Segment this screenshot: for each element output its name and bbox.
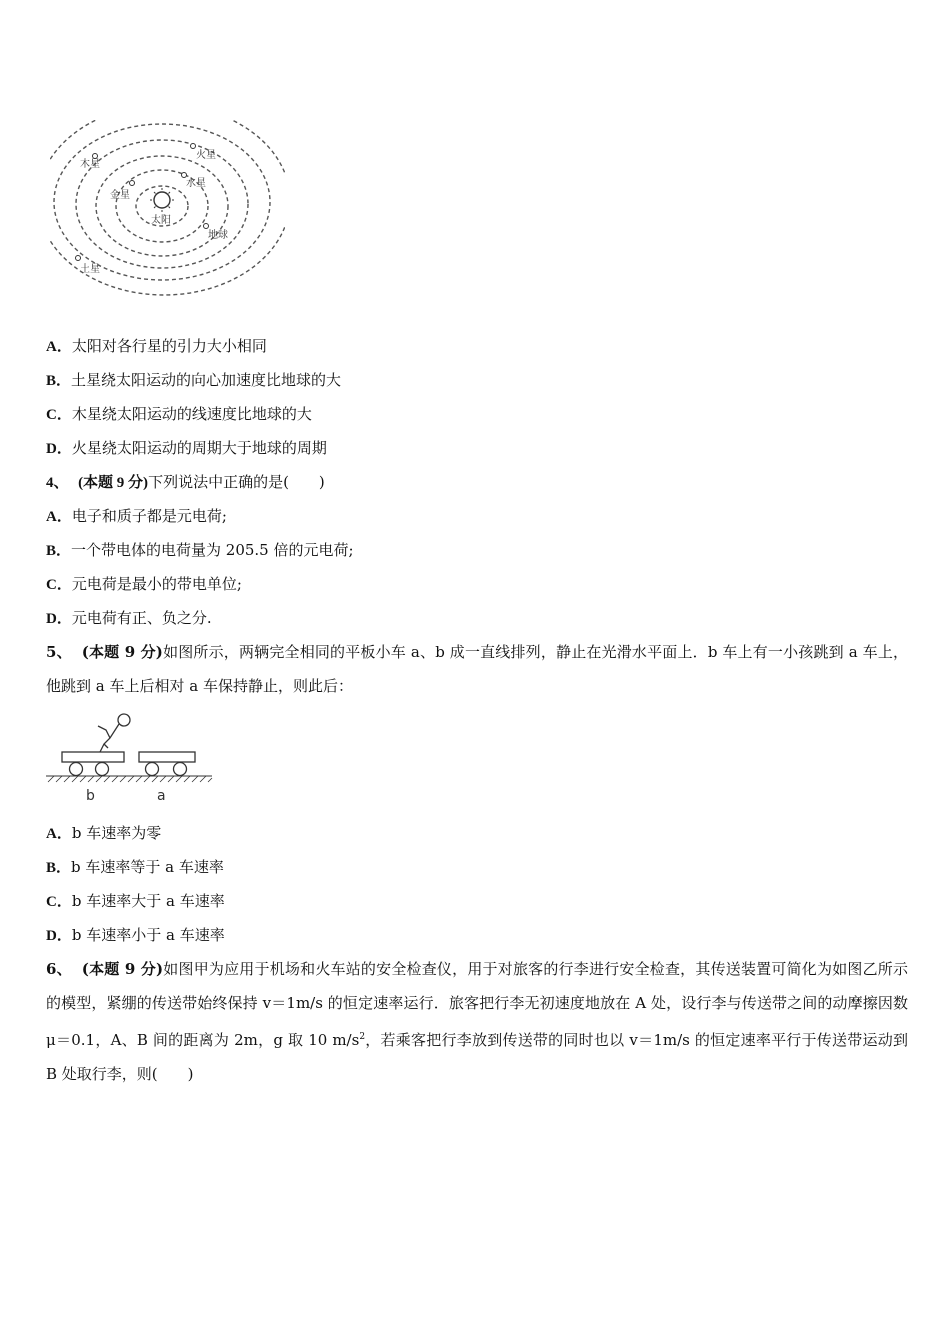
cart-b-label: b bbox=[86, 788, 95, 804]
q5-option-d: D．b 车速率小于 a 车速率 bbox=[46, 926, 225, 944]
sun-icon bbox=[150, 188, 174, 212]
earth-planet bbox=[204, 224, 209, 229]
q4-option-c: C．元电荷是最小的带电单位; bbox=[46, 575, 242, 593]
q4-option-d: D．元电荷有正、负之分. bbox=[46, 609, 212, 627]
saturn-planet bbox=[76, 256, 81, 261]
orbit-4 bbox=[76, 140, 248, 268]
cart-a bbox=[139, 752, 195, 776]
q3-option-b: B．土星绕太阳运动的向心加速度比地球的大 bbox=[46, 371, 342, 389]
q5-stem: 5、 (本题 9 分)如图所示，两辆完全相同的平板小车 a、b 成一直线排列，静止在光滑水平面上．b 车上有一小孩跳到 a 车上，他跳到 a 车上后相对 a 车保持静止，则此后： bbox=[46, 643, 909, 695]
cart-a-label: a bbox=[157, 788, 166, 804]
mars-planet bbox=[191, 144, 196, 149]
solar-system-figure bbox=[50, 120, 285, 305]
q5-option-c: C．b 车速率大于 a 车速率 bbox=[46, 892, 225, 910]
jupiter-planet bbox=[93, 154, 98, 159]
mars-label: 火星 bbox=[196, 150, 216, 161]
q4-option-b: B．一个带电体的电荷量为 205.5 倍的元电荷; bbox=[46, 541, 354, 559]
q3-option-a: A．太阳对各行星的引力大小相同 bbox=[46, 337, 267, 355]
q5-option-a: A．b 车速率为零 bbox=[46, 824, 162, 842]
q3-option-d: D．火星绕太阳运动的周期大于地球的周期 bbox=[46, 439, 327, 457]
carts-figure bbox=[44, 708, 216, 806]
child-figure bbox=[98, 714, 130, 752]
q5-option-b: B．b 车速率等于 a 车速率 bbox=[46, 858, 224, 876]
ground bbox=[46, 776, 212, 782]
q6-stem: 6、 (本题 9 分)如图甲为应用于机场和火车站的安全检查仪，用于对旅客的行李进行安全检查，其传送装置可简化为如图乙所示的模型，紧绷的传送带始终保持 v＝1m/s 的恒定速率运行．旅客把行李无初速度地放在 A 处，设行李与传送带之间的动摩擦因数 μ＝0.1，A、B 间的距离为 2m，g 取 10 $m/s^2$，若乘客把行李放到传送带的同时也以 v＝1m/s 的恒定速率平行于传送带运动到 B 处取行李，则( ) bbox=[46, 960, 909, 1083]
saturn-label: 土星 bbox=[80, 264, 100, 275]
venus-label: 金星 bbox=[110, 190, 130, 201]
cart-b bbox=[62, 752, 124, 776]
jupiter-label: 木星 bbox=[80, 159, 100, 170]
earth-label: 地球 bbox=[208, 230, 228, 241]
mercury-planet bbox=[182, 173, 187, 178]
mercury-label: 水星 bbox=[186, 178, 206, 189]
sun-label: 太阳 bbox=[151, 215, 171, 226]
q4-stem: 4、 (本题 9 分)下列说法中正确的是( ) bbox=[46, 473, 325, 491]
venus-planet bbox=[130, 181, 135, 186]
q3-option-c: C．木星绕太阳运动的线速度比地球的大 bbox=[46, 405, 312, 423]
q4-option-a: A．电子和质子都是元电荷; bbox=[46, 507, 227, 525]
